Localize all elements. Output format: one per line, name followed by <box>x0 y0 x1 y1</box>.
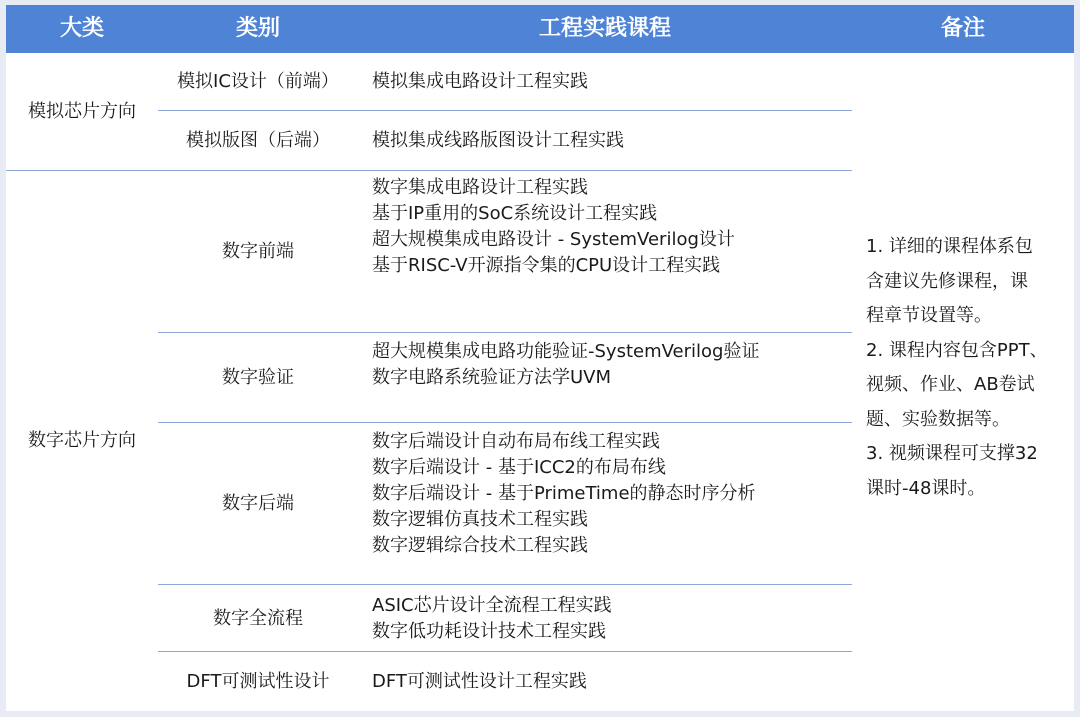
type-cell: 模拟版图（后端） <box>186 130 330 151</box>
header-type: 类别 <box>235 16 280 41</box>
header-courses: 工程实践课程 <box>538 16 671 41</box>
header-category: 大类 <box>59 16 104 41</box>
note-line: 含建议先修课程，课 <box>866 270 1028 292</box>
course-item: 超大规模集成电路设计 - SystemVerilog设计 <box>372 229 735 250</box>
type-cell: 数字后端 <box>222 493 294 514</box>
course-item: ASIC芯片设计全流程工程实践 <box>372 594 612 616</box>
course-item: 数字后端设计 - 基于ICC2的布局布线 <box>372 457 666 478</box>
course-item: 模拟集成线路版图设计工程实践 <box>372 130 624 151</box>
note-line: 1. 详细的课程体系包 <box>866 236 1033 257</box>
row-divider <box>6 170 852 171</box>
course-item: 数字逻辑仿真技术工程实践 <box>372 509 588 530</box>
course-list <box>364 339 852 391</box>
row-divider <box>158 651 852 652</box>
course-item: DFT可测试性设计工程实践 <box>372 670 587 692</box>
course-item: 数字逻辑综合技术工程实践 <box>372 535 588 556</box>
note-line: 题、实验数据等。 <box>866 408 1010 430</box>
table-header <box>6 5 1074 53</box>
note-line: 3. 视频课程可支撑32 <box>866 443 1038 464</box>
note-line: 程章节设置等。 <box>866 305 992 326</box>
notes-text <box>866 230 1056 506</box>
course-list <box>364 175 852 311</box>
note-line: 课时-48课时。 <box>866 477 986 499</box>
row-divider <box>158 332 852 333</box>
course-item: 基于IP重用的SoC系统设计工程实践 <box>372 203 658 224</box>
row-divider <box>158 110 852 111</box>
course-list <box>364 429 852 563</box>
type-cell: 数字全流程 <box>213 607 303 629</box>
row-divider <box>158 584 852 585</box>
course-item: 数字低功耗设计技术工程实践 <box>372 620 606 642</box>
category-digital: 数字芯片方向 <box>28 430 136 451</box>
course-item: 基于RISC-V开源指令集的CPU设计工程实践 <box>372 255 721 276</box>
curriculum-table <box>6 5 1074 711</box>
note-line: 2. 课程内容包含PPT、 <box>866 339 1048 361</box>
header-notes: 备注 <box>940 16 985 41</box>
course-list <box>364 585 852 652</box>
course-list <box>364 111 852 171</box>
course-item: 数字后端设计 - 基于PrimeTime的静态时序分析 <box>372 483 756 504</box>
course-item: 超大规模集成电路功能验证-SystemVerilog验证 <box>372 341 760 362</box>
type-cell: 模拟IC设计（前端） <box>177 70 339 92</box>
course-list <box>364 53 852 110</box>
type-cell: 数字前端 <box>222 241 294 262</box>
type-cell: 数字验证 <box>222 367 294 388</box>
note-line: 视频、作业、AB卷试 <box>866 374 1035 395</box>
course-item: 数字电路系统验证方法学UVM <box>372 367 612 388</box>
course-item: 数字后端设计自动布局布线工程实践 <box>372 431 660 452</box>
course-list <box>364 652 852 711</box>
category-analog: 模拟芯片方向 <box>28 101 136 122</box>
type-cell: DFT可测试性设计 <box>186 670 330 692</box>
row-divider <box>158 422 852 423</box>
course-item: 数字集成电路设计工程实践 <box>372 177 588 198</box>
course-item: 模拟集成电路设计工程实践 <box>372 70 588 92</box>
